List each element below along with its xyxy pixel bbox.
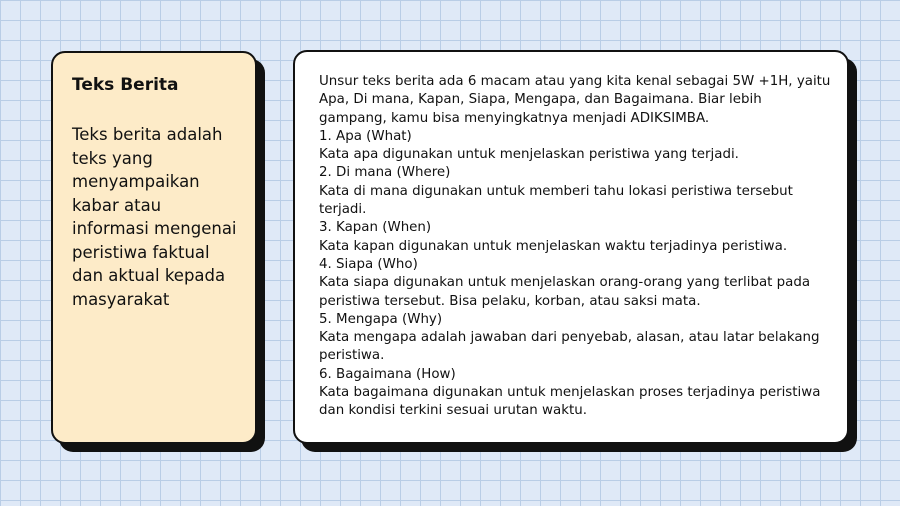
text-line: Kata siapa digunakan untuk menjelaskan orang-orang yang terlibat pada	[319, 275, 811, 291]
list-heading-where: 2. Di mana (Where)	[319, 165, 451, 181]
text-line: Kata kapan digunakan untuk menjelaskan waktu terjadinya peristiwa.	[319, 238, 788, 254]
text-line: gampang, kamu bisa menyingkatnya menjadi ADIKSIMBA.	[319, 110, 710, 126]
text-line: peristiwa.	[319, 348, 385, 364]
elements-text	[319, 73, 831, 421]
text-line: Kata apa digunakan untuk menjelaskan peristiwa yang terjadi.	[319, 147, 739, 163]
text-line: Unsur teks berita ada 6 macam atau yang kita kenal sebagai 5W +1H, yaitu	[319, 74, 831, 89]
list-heading-what: 1. Apa (What)	[319, 128, 412, 144]
text-line: Apa, Di mana, Kapan, Siapa, Mengapa, dan Bagaimana. Biar lebih	[319, 92, 762, 108]
card-title: Teks Berita	[72, 75, 179, 95]
elements-card	[293, 50, 849, 444]
text-line: Kata bagaimana digunakan untuk menjelaskan proses terjadinya peristiwa	[319, 385, 821, 401]
list-heading-who: 4. Siapa (Who)	[319, 256, 418, 272]
text-line: dan kondisi terkini sesuai urutan waktu.	[319, 403, 587, 419]
list-heading-how: 6. Bagaimana (How)	[319, 366, 456, 382]
definition-text: Teks berita adalah teks yang menyampaikan kabar atau informasi mengenai peristiwa faktual dan aktual kepada masyarakat	[72, 125, 237, 309]
text-line: Kata di mana digunakan untuk memberi tahu lokasi peristiwa tersebut	[319, 183, 793, 199]
definition-card	[51, 51, 257, 444]
list-heading-when: 3. Kapan (When)	[319, 220, 432, 236]
list-heading-why: 5. Mengapa (Why)	[319, 311, 443, 327]
text-line: peristiwa tersebut. Bisa pelaku, korban, atau saksi mata.	[319, 293, 701, 309]
text-line: Kata mengapa adalah jawaban dari penyebab, alasan, atau latar belakang	[319, 330, 820, 346]
text-line: terjadi.	[319, 202, 367, 218]
